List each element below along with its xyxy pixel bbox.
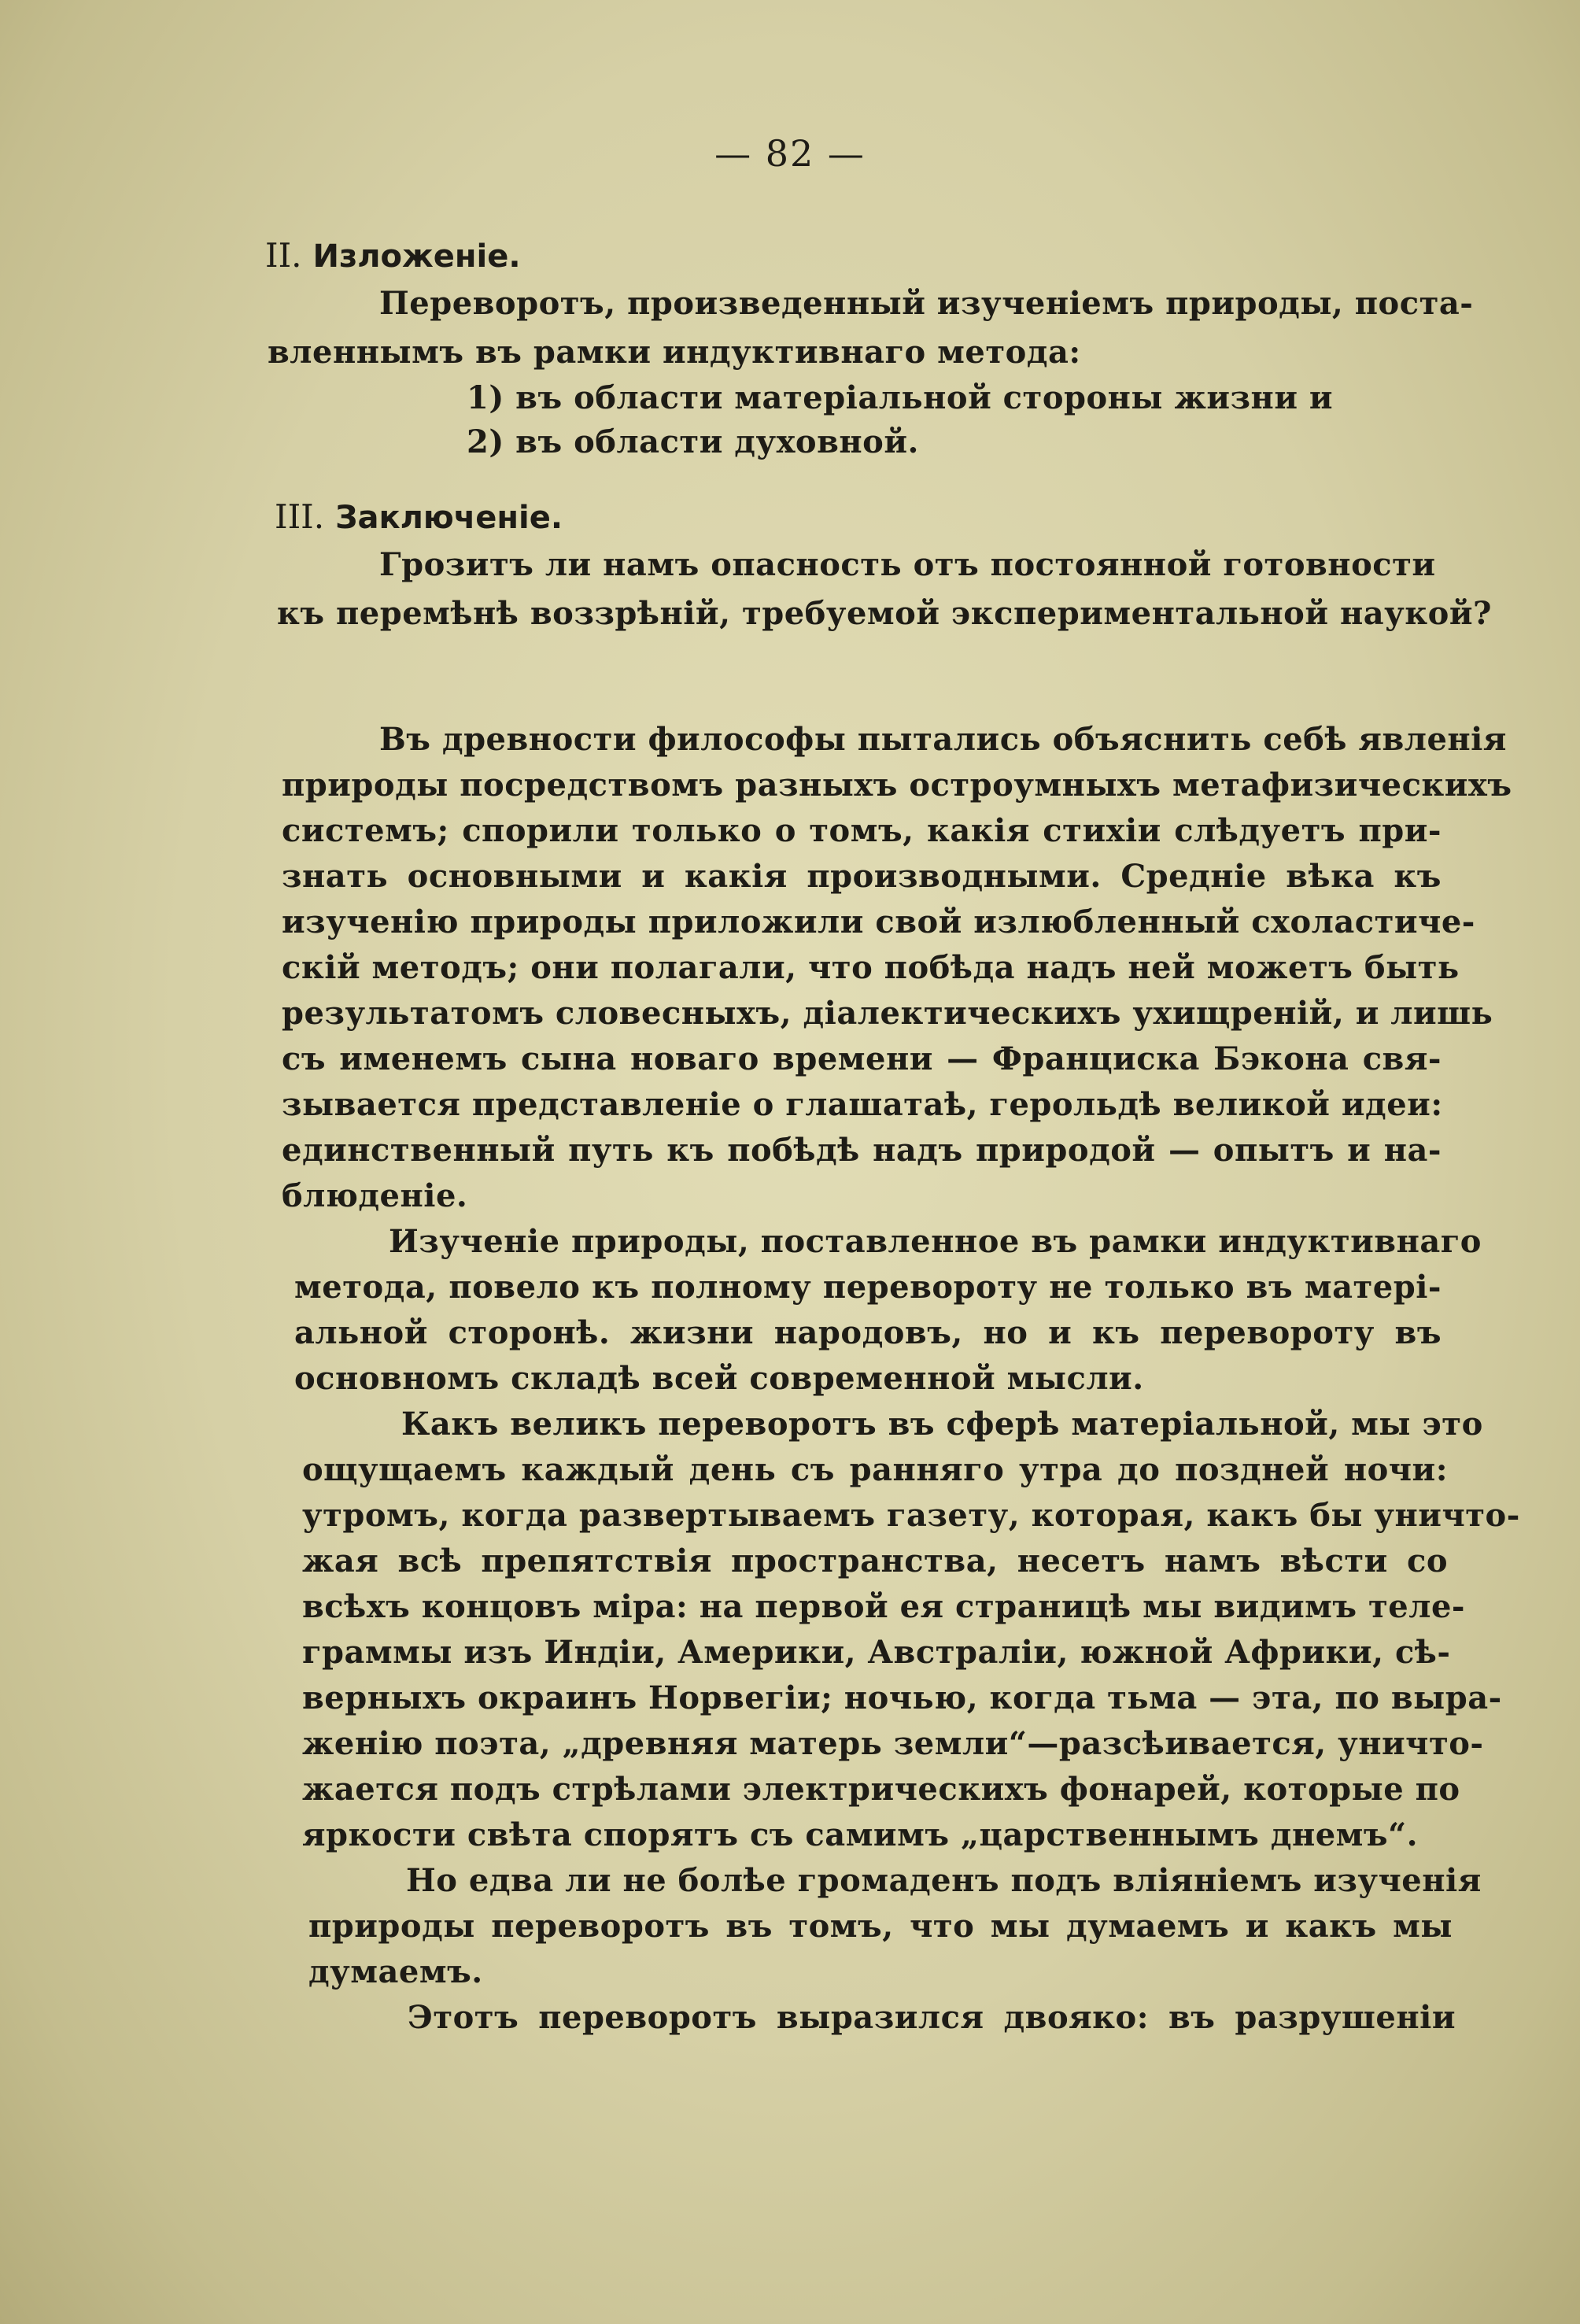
body-line: изученію природы приложили свой излюбленный схоластиче-	[282, 903, 1475, 940]
body-line: всѣхъ концовъ міра: на первой ея страницѣ мы видимъ теле-	[302, 1588, 1466, 1625]
body-line: съ именемъ сына новаго времени — Франциска Бэкона свя-	[282, 1040, 1442, 1077]
body-line: верныхъ окраинъ Норвегіи; ночью, когда тьма — эта, по выра-	[302, 1679, 1502, 1716]
body-line: Изученіе природы, поставленное въ рамки индуктивнаго	[389, 1223, 1482, 1260]
body-line: результатомъ словесныхъ, діалектическихъ ухищреній, и лишь	[282, 995, 1493, 1032]
body-line: ощущаемъ каждый день съ ранняго утра до поздней ночи:	[302, 1451, 1448, 1488]
section-numeral: II.	[265, 236, 302, 275]
body-line: природы переворотъ въ томъ, что мы думаемъ и какъ мы	[308, 1908, 1453, 1945]
body-line: Этотъ переворотъ выразился двояко: въ разрушеніи	[408, 1999, 1456, 2036]
body-line: женію поэта, „древняя матерь земли“—разсѣивается, уничто-	[302, 1725, 1484, 1762]
body-line: метода, повело къ полному перевороту не только въ матері-	[294, 1269, 1442, 1306]
body-line: единственный путь къ побѣдѣ надъ природой — опытъ и на-	[282, 1132, 1442, 1169]
body-line: зывается представленіе о глашатаѣ, герольдѣ великой идеи:	[282, 1086, 1443, 1123]
body-line: граммы изъ Индіи, Америки, Австраліи, южной Африки, сѣ-	[302, 1634, 1451, 1671]
body-line: думаемъ.	[308, 1953, 483, 1990]
section-title: Изложеніе.	[312, 238, 521, 275]
body-line: утромъ, когда развертываемъ газету, которая, какъ бы уничто-	[302, 1497, 1520, 1534]
body-line: Въ древности философы пытались объяснить себѣ явленія	[379, 721, 1507, 758]
body-line: скій методъ; они полагали, что побѣда надъ ней можетъ быть	[282, 949, 1460, 986]
body-line: Какъ великъ переворотъ въ сферѣ матеріальной, мы это	[401, 1406, 1483, 1443]
body-line: природы посредствомъ разныхъ остроумныхъ метафизическихъ	[282, 767, 1512, 804]
outline-line: къ перемѣнѣ воззрѣній, требуемой экспериментальной наукой?	[277, 595, 1492, 632]
body-line: блюденіе.	[282, 1177, 468, 1214]
outline-line: Переворотъ, произведенный изученіемъ природы, поста-	[379, 285, 1474, 322]
section-heading-exposition	[265, 236, 521, 275]
body-line: основномъ складѣ всей современной мысли.	[294, 1360, 1144, 1397]
outline-line: вленнымъ въ рамки индуктивнаго метода:	[268, 334, 1081, 371]
body-line: жается подъ стрѣлами электрическихъ фонарей, которые по	[302, 1771, 1460, 1808]
body-line: альной сторонѣ. жизни народовъ, но и къ перевороту въ	[294, 1314, 1442, 1351]
body-line: Но едва ли не болѣе громаденъ подъ вліяніемъ изученія	[406, 1862, 1482, 1899]
outline-line: 2) въ области духовной.	[467, 423, 919, 460]
section-heading-conclusion	[275, 497, 563, 536]
body-line: знать основными и какія производными. Средніе вѣка къ	[282, 858, 1442, 895]
body-line: яркости свѣта спорятъ съ самимъ „царственнымъ днемъ“.	[302, 1816, 1419, 1853]
outline-line: Грозитъ ли намъ опасность отъ постоянной готовности	[379, 546, 1436, 583]
page-number: — 82 —	[714, 132, 866, 175]
outline-line: 1) въ области матеріальной стороны жизни и	[467, 379, 1334, 416]
body-line: системъ; спорили только о томъ, какія стихіи слѣдуетъ при-	[282, 812, 1442, 849]
section-title: Заключеніе.	[335, 500, 563, 536]
body-line: жая всѣ препятствія пространства, несетъ намъ вѣсти со	[302, 1543, 1448, 1580]
section-numeral: III.	[275, 497, 325, 536]
